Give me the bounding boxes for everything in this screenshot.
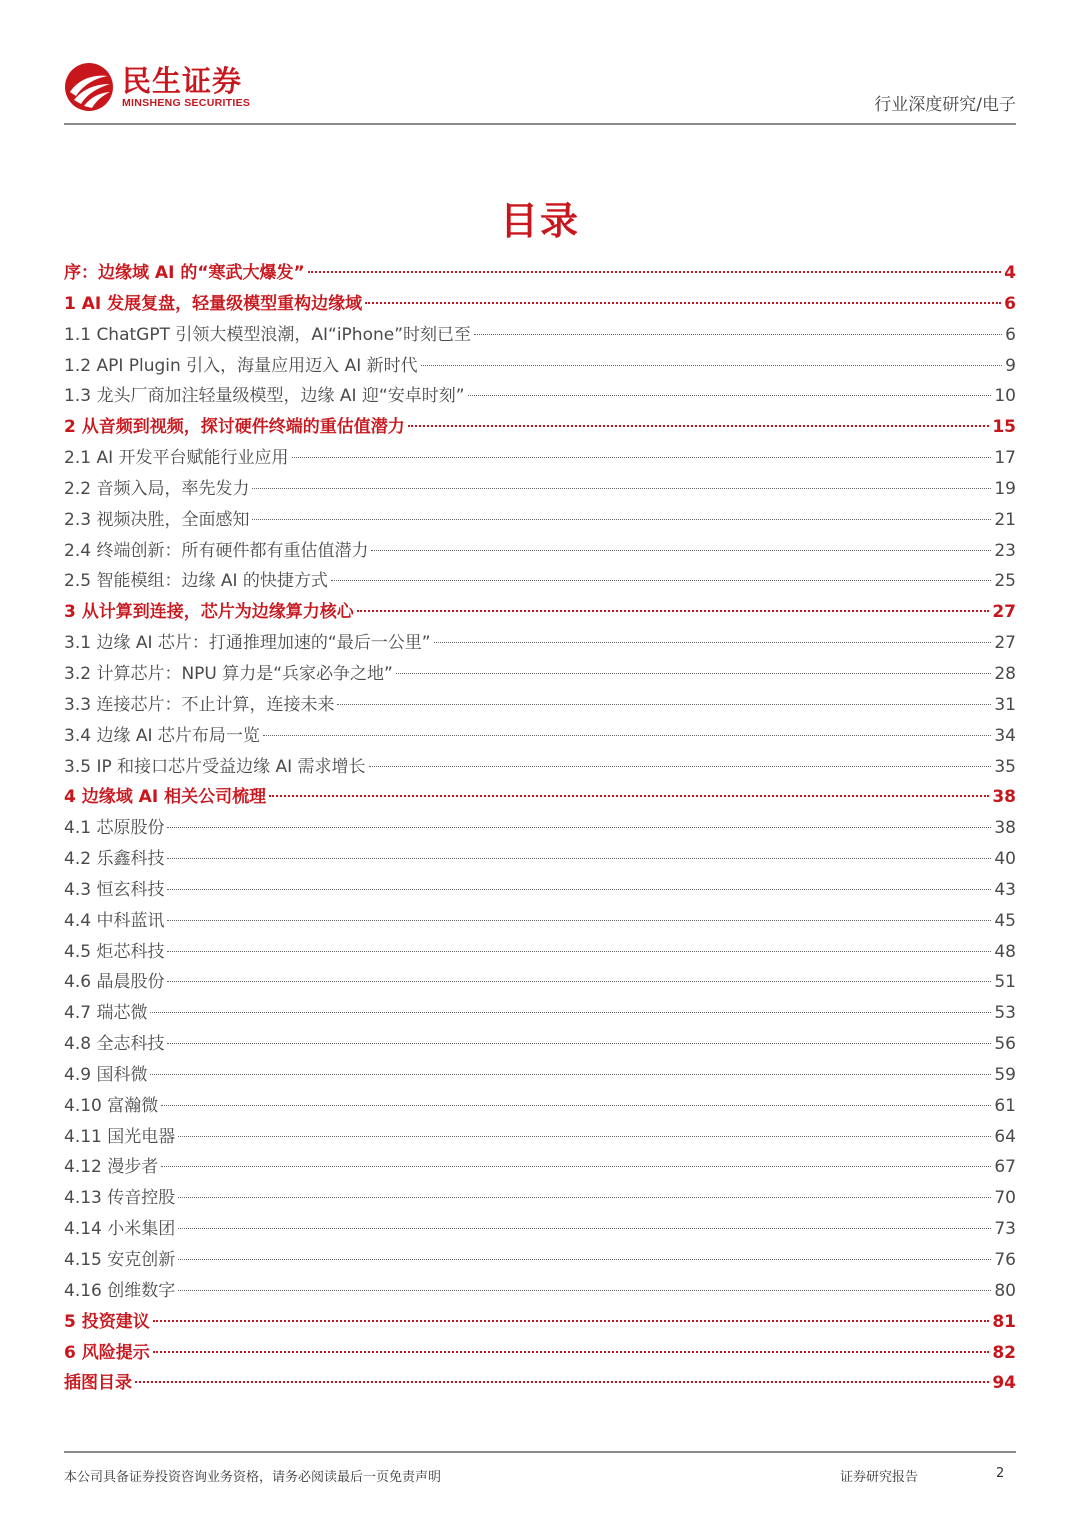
toc-section-entry[interactable] bbox=[64, 505, 1016, 536]
logo-chinese-name: 民生证券 bbox=[122, 63, 243, 98]
toc-entry-page: 48 bbox=[994, 941, 1016, 962]
toc-entry-label: 3.3 连接芯片：不止计算，连接未来 bbox=[64, 694, 335, 715]
toc-dot-leader bbox=[369, 766, 992, 767]
toc-entry-page: 21 bbox=[994, 509, 1016, 530]
toc-entry-label: 3.4 边缘 AI 芯片布局一览 bbox=[64, 725, 260, 746]
toc-entry-page: 31 bbox=[994, 694, 1016, 715]
toc-section-entry[interactable] bbox=[64, 937, 1016, 968]
toc-dot-leader bbox=[421, 365, 1003, 366]
toc-section-entry[interactable] bbox=[64, 351, 1016, 382]
toc-entry-page: 27 bbox=[994, 633, 1016, 654]
toc-dot-leader bbox=[153, 1351, 990, 1353]
table-of-contents bbox=[64, 258, 1016, 1399]
toc-entry-label: 4.2 乐鑫科技 bbox=[64, 849, 165, 870]
toc-entry-label: 4.7 瑞芯微 bbox=[64, 1003, 148, 1024]
toc-entry-label: 3 从计算到连接，芯片为边缘算力核心 bbox=[64, 602, 354, 623]
toc-section-entry[interactable] bbox=[64, 474, 1016, 505]
toc-entry-label: 2.3 视频决胜，全面感知 bbox=[64, 509, 250, 530]
toc-section-entry[interactable] bbox=[64, 967, 1016, 998]
toc-entry-page: 10 bbox=[994, 386, 1016, 407]
toc-chapter-entry[interactable] bbox=[64, 258, 1016, 289]
toc-dot-leader bbox=[396, 673, 991, 674]
toc-entry-page: 56 bbox=[994, 1034, 1016, 1055]
toc-dot-leader bbox=[161, 1166, 991, 1167]
toc-section-entry[interactable] bbox=[64, 998, 1016, 1029]
toc-entry-label: 插图目录 bbox=[64, 1373, 132, 1394]
toc-dot-leader bbox=[178, 1290, 991, 1291]
toc-section-entry[interactable] bbox=[64, 566, 1016, 597]
toc-chapter-entry[interactable] bbox=[64, 597, 1016, 628]
toc-dot-leader bbox=[178, 1136, 991, 1137]
toc-entry-label: 3.5 IP 和接口芯片受益边缘 AI 需求增长 bbox=[64, 756, 366, 777]
toc-entry-page: 9 bbox=[1005, 355, 1016, 376]
toc-dot-leader bbox=[252, 519, 991, 520]
toc-entry-page: 59 bbox=[994, 1064, 1016, 1085]
toc-section-entry[interactable] bbox=[64, 659, 1016, 690]
toc-dot-leader bbox=[167, 981, 991, 982]
toc-dot-leader bbox=[150, 1012, 991, 1013]
toc-dot-leader bbox=[167, 951, 991, 952]
toc-entry-label: 2.2 音频入局，率先发力 bbox=[64, 478, 250, 499]
toc-entry-label: 4.10 富瀚微 bbox=[64, 1095, 159, 1116]
toc-dot-leader bbox=[161, 1105, 991, 1106]
toc-chapter-entry[interactable] bbox=[64, 1368, 1016, 1399]
toc-entry-page: 51 bbox=[994, 972, 1016, 993]
toc-entry-page: 45 bbox=[994, 910, 1016, 931]
toc-section-entry[interactable] bbox=[64, 813, 1016, 844]
toc-section-entry[interactable] bbox=[64, 875, 1016, 906]
toc-entry-label: 4.15 安克创新 bbox=[64, 1250, 176, 1270]
page-title: 目录 bbox=[499, 199, 580, 243]
toc-section-entry[interactable] bbox=[64, 1214, 1016, 1245]
toc-section-entry[interactable] bbox=[64, 844, 1016, 875]
toc-entry-label: 2.5 智能模组：边缘 AI 的快捷方式 bbox=[64, 571, 328, 592]
toc-dot-leader bbox=[178, 1197, 991, 1198]
toc-dot-leader bbox=[150, 1074, 991, 1075]
toc-dot-leader bbox=[178, 1259, 991, 1260]
toc-entry-label: 4.11 国光电器 bbox=[64, 1126, 176, 1147]
toc-entry-label: 4.13 传音控股 bbox=[64, 1188, 176, 1209]
toc-dot-leader bbox=[153, 1320, 990, 1322]
toc-entry-page: 15 bbox=[992, 417, 1016, 438]
minsheng-logo-icon bbox=[64, 62, 114, 112]
toc-section-entry[interactable] bbox=[64, 752, 1016, 783]
toc-entry-label: 1.3 龙头厂商加注轻量级模型，边缘 AI 迎“安卓时刻” bbox=[64, 386, 465, 407]
toc-section-entry[interactable] bbox=[64, 536, 1016, 567]
footer-page-number: 2 bbox=[996, 1466, 1005, 1481]
toc-entry-label: 1.1 ChatGPT 引领大模型浪潮，AI“iPhone”时刻已至 bbox=[64, 324, 472, 345]
logo-english-name: MINSHENG SECURITIES bbox=[122, 96, 251, 109]
toc-entry-label: 4.12 漫步者 bbox=[64, 1157, 159, 1178]
toc-dot-leader bbox=[252, 488, 991, 489]
toc-chapter-entry[interactable] bbox=[64, 1307, 1016, 1338]
toc-entry-page: 53 bbox=[994, 1003, 1016, 1024]
header-divider bbox=[64, 123, 1016, 125]
toc-entry-label: 1.2 API Plugin 引入，海量应用迈入 AI 新时代 bbox=[64, 355, 418, 376]
toc-dot-leader bbox=[167, 1043, 991, 1044]
toc-entry-page: 61 bbox=[994, 1095, 1016, 1116]
toc-entry-label: 4.14 小米集团 bbox=[64, 1219, 176, 1240]
toc-dot-leader bbox=[371, 550, 991, 551]
toc-section-entry[interactable] bbox=[64, 1245, 1016, 1276]
toc-section-entry[interactable] bbox=[64, 1122, 1016, 1153]
toc-entry-label: 3.1 边缘 AI 芯片：打通推理加速的“最后一公里” bbox=[64, 633, 431, 654]
toc-entry-label: 1 AI 发展复盘，轻量级模型重构边缘域 bbox=[64, 293, 363, 314]
toc-section-entry[interactable] bbox=[64, 443, 1016, 474]
toc-dot-leader bbox=[365, 302, 1001, 304]
toc-entry-label: 2.4 终端创新：所有硬件都有重估值潜力 bbox=[64, 540, 369, 561]
toc-dot-leader bbox=[408, 425, 990, 427]
toc-dot-leader bbox=[331, 580, 991, 581]
toc-dot-leader bbox=[167, 889, 991, 890]
toc-entry-page: 6 bbox=[1004, 293, 1016, 314]
toc-entry-page: 40 bbox=[994, 849, 1016, 870]
toc-section-entry[interactable] bbox=[64, 1060, 1016, 1091]
toc-dot-leader bbox=[167, 858, 991, 859]
toc-dot-leader bbox=[263, 735, 991, 736]
toc-entry-page: 4 bbox=[1004, 263, 1016, 283]
toc-dot-leader bbox=[468, 395, 992, 396]
toc-section-entry[interactable] bbox=[64, 628, 1016, 659]
toc-entry-page: 27 bbox=[992, 602, 1016, 623]
toc-entry-label: 4.8 全志科技 bbox=[64, 1034, 165, 1055]
toc-dot-leader bbox=[135, 1381, 989, 1383]
toc-chapter-entry[interactable] bbox=[64, 289, 1016, 320]
toc-dot-leader bbox=[167, 827, 991, 828]
page-header bbox=[64, 60, 1016, 126]
toc-entry-page: 38 bbox=[992, 787, 1016, 808]
toc-entry-label: 4.3 恒玄科技 bbox=[64, 879, 165, 900]
toc-dot-leader bbox=[292, 457, 992, 458]
toc-entry-page: 38 bbox=[994, 818, 1016, 839]
toc-entry-label: 4 边缘域 AI 相关公司梳理 bbox=[64, 787, 267, 808]
footer-disclaimer: 本公司具备证券投资咨询业务资格，请务必阅读最后一页免责声明 bbox=[64, 1470, 442, 1485]
toc-entry-page: 70 bbox=[994, 1188, 1016, 1209]
toc-entry-label: 4.1 芯原股份 bbox=[64, 818, 165, 839]
toc-entry-page: 6 bbox=[1005, 324, 1016, 345]
toc-entry-page: 43 bbox=[994, 879, 1016, 900]
toc-section-entry[interactable] bbox=[64, 1029, 1016, 1060]
toc-entry-page: 17 bbox=[994, 448, 1016, 469]
toc-entry-page: 94 bbox=[992, 1373, 1016, 1394]
toc-entry-page: 19 bbox=[994, 478, 1016, 499]
toc-entry-page: 82 bbox=[992, 1342, 1016, 1363]
toc-chapter-entry[interactable] bbox=[64, 1338, 1016, 1369]
toc-dot-leader bbox=[269, 795, 989, 797]
toc-entry-page: 28 bbox=[994, 663, 1016, 684]
footer-report-type: 证券研究报告 bbox=[840, 1470, 919, 1485]
toc-entry-page: 35 bbox=[994, 756, 1016, 777]
toc-entry-page: 76 bbox=[994, 1250, 1016, 1270]
toc-entry-label: 4.5 炬芯科技 bbox=[64, 941, 165, 962]
toc-entry-label: 5 投资建议 bbox=[64, 1311, 150, 1332]
toc-entry-page: 73 bbox=[994, 1219, 1016, 1240]
toc-section-entry[interactable] bbox=[64, 1152, 1016, 1183]
toc-entry-page: 67 bbox=[994, 1157, 1016, 1178]
company-logo bbox=[64, 62, 250, 112]
toc-entry-page: 81 bbox=[992, 1311, 1016, 1332]
toc-section-entry[interactable] bbox=[64, 1276, 1016, 1307]
toc-dot-leader bbox=[337, 704, 991, 705]
toc-entry-page: 80 bbox=[994, 1280, 1016, 1301]
toc-section-entry[interactable] bbox=[64, 320, 1016, 351]
toc-entry-label: 3.2 计算芯片：NPU 算力是“兵家必争之地” bbox=[64, 663, 393, 684]
toc-section-entry[interactable] bbox=[64, 906, 1016, 937]
toc-section-entry[interactable] bbox=[64, 721, 1016, 752]
toc-dot-leader bbox=[178, 1228, 991, 1229]
toc-chapter-entry[interactable] bbox=[64, 412, 1016, 443]
toc-entry-page: 64 bbox=[994, 1126, 1016, 1147]
toc-dot-leader bbox=[357, 610, 990, 612]
toc-entry-label: 2.1 AI 开发平台赋能行业应用 bbox=[64, 448, 289, 469]
toc-entry-page: 23 bbox=[994, 540, 1016, 561]
toc-section-entry[interactable] bbox=[64, 1183, 1016, 1214]
toc-entry-label: 4.4 中科蓝讯 bbox=[64, 910, 165, 931]
footer-divider bbox=[64, 1451, 1016, 1453]
toc-chapter-entry[interactable] bbox=[64, 782, 1016, 813]
toc-dot-leader bbox=[167, 920, 991, 921]
toc-section-entry[interactable] bbox=[64, 1091, 1016, 1122]
toc-dot-leader bbox=[474, 334, 1002, 335]
toc-entry-label: 2 从音频到视频，探讨硬件终端的重估值潜力 bbox=[64, 417, 405, 438]
toc-entry-page: 25 bbox=[994, 571, 1016, 592]
toc-entry-label: 4.6 晶晨股份 bbox=[64, 972, 165, 993]
toc-entry-label: 6 风险提示 bbox=[64, 1342, 150, 1363]
toc-section-entry[interactable] bbox=[64, 381, 1016, 412]
toc-entry-label: 4.9 国科微 bbox=[64, 1064, 148, 1085]
toc-entry-label: 4.16 创维数字 bbox=[64, 1280, 176, 1301]
toc-dot-leader bbox=[434, 642, 992, 643]
toc-entry-label: 序：边缘域 AI 的“寒武大爆发” bbox=[64, 263, 305, 283]
toc-entry-page: 34 bbox=[994, 725, 1016, 746]
toc-section-entry[interactable] bbox=[64, 690, 1016, 721]
report-category: 行业深度研究/电子 bbox=[874, 95, 1016, 115]
toc-dot-leader bbox=[308, 271, 1001, 273]
